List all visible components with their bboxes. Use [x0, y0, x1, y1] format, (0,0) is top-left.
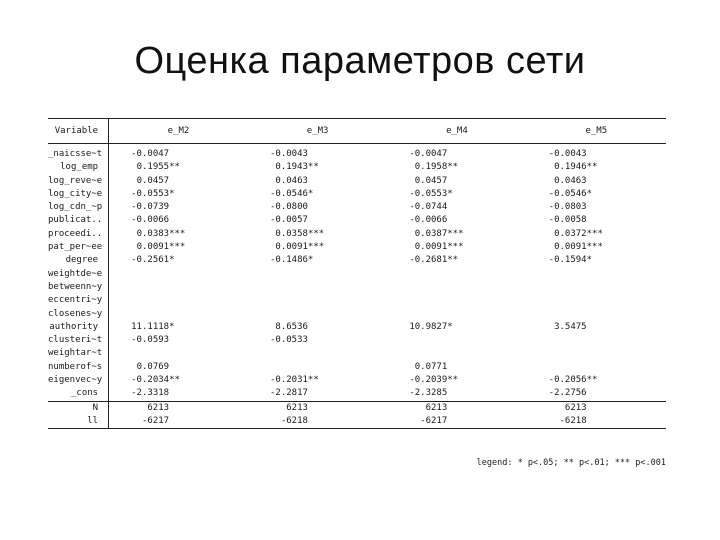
coefficient-cell [109, 268, 248, 281]
coefficient-cell [248, 387, 387, 401]
variable-name: _naicsse~t [48, 144, 109, 162]
table-row [48, 214, 666, 227]
coefficient-cell [527, 175, 666, 188]
coefficient-value: -2.3285 [409, 388, 448, 399]
coefficient-cell [527, 254, 666, 267]
significance-legend: legend: * p<.05; ** p<.01; *** p<.001 [476, 458, 666, 468]
coefficient-cell [527, 334, 666, 347]
significance-stars: ** [447, 162, 459, 173]
stat-value: -6217 [141, 415, 170, 426]
coefficient-cell [527, 308, 666, 321]
significance-stars: ** [586, 162, 598, 173]
coefficient-cell [248, 334, 387, 347]
variable-header: Variable [48, 119, 109, 144]
coefficient-cell [387, 228, 526, 241]
variable-name: authority [48, 321, 109, 334]
coefficient-value: -0.0047 [409, 149, 448, 159]
variable-name: betweenn~y [48, 281, 109, 294]
coefficient-cell [109, 175, 248, 188]
coefficient-cell [527, 241, 666, 254]
coefficient-value: -0.0066 [409, 215, 448, 226]
significance-stars: * [307, 188, 314, 199]
stat-name: ll [48, 415, 109, 429]
coefficient-value: 0.0091 [414, 242, 448, 253]
coefficient-cell [387, 374, 526, 387]
variable-name: weightde~e [48, 268, 109, 281]
coefficient-cell [387, 175, 526, 188]
coefficient-value: 0.0463 [275, 175, 308, 186]
coefficient-value: -0.0593 [131, 335, 170, 346]
coefficient-cell [527, 214, 666, 227]
significance-stars: *** [447, 242, 464, 253]
coefficient-value: 0.0457 [414, 175, 448, 186]
variable-name: eccentri~y [48, 294, 109, 307]
table-row [48, 228, 666, 241]
regression-table [48, 118, 666, 429]
significance-stars: ** [307, 162, 319, 173]
header-row [48, 119, 666, 144]
coefficient-value: 0.0091 [275, 242, 308, 253]
table-row [48, 175, 666, 188]
coefficient-value: -0.0066 [131, 215, 170, 226]
coefficient-cell [109, 161, 248, 174]
coefficient-cell [248, 241, 387, 254]
coefficient-cell [248, 214, 387, 227]
coefficient-cell [248, 321, 387, 334]
variable-name: closenes~y [48, 308, 109, 321]
table-row [48, 308, 666, 321]
coefficient-cell [109, 188, 248, 201]
coefficient-cell [527, 144, 666, 162]
stat-cell [109, 415, 248, 429]
model-header: e_M4 [446, 126, 468, 136]
significance-stars: ** [169, 375, 180, 386]
stat-value: 6213 [564, 402, 587, 413]
significance-stars: ** [586, 375, 598, 386]
coefficient-cell [248, 294, 387, 307]
coefficient-value: -0.0546 [269, 188, 308, 199]
coefficient-cell [527, 188, 666, 201]
coefficient-cell [527, 201, 666, 214]
variable-name: pat_per~ee [48, 241, 109, 254]
coefficient-cell [248, 144, 387, 162]
coefficient-value: 0.1958 [414, 162, 448, 173]
coefficient-cell [527, 281, 666, 294]
coefficient-value: 0.0769 [136, 361, 170, 372]
coefficient-cell [387, 294, 526, 307]
coefficient-value: -0.2056 [548, 375, 587, 386]
significance-stars: * [169, 321, 175, 332]
table-row [48, 387, 666, 401]
coefficient-value: -0.2681 [409, 255, 448, 266]
coefficient-value: -0.2561 [131, 255, 170, 266]
stat-cell [248, 415, 387, 429]
coefficient-cell [109, 214, 248, 227]
slide-title: Оценка параметров сети [134, 40, 586, 82]
stat-value: 6213 [147, 402, 170, 413]
coefficient-value: 0.0091 [554, 242, 587, 253]
coefficient-cell [248, 361, 387, 374]
coefficient-cell [387, 361, 526, 374]
coefficient-value: -0.1594 [548, 255, 587, 266]
coefficient-value: 10.9827 [409, 321, 448, 332]
significance-stars: *** [586, 228, 603, 239]
coefficient-cell [109, 281, 248, 294]
variable-name: eigenvec~y [48, 374, 109, 387]
significance-stars: *** [169, 242, 186, 253]
coefficient-value: -0.0553 [131, 188, 170, 199]
model-header: e_M5 [585, 126, 608, 136]
coefficient-cell [248, 188, 387, 201]
stat-value: -6218 [559, 415, 587, 426]
table-row [48, 254, 666, 267]
coefficient-cell [248, 308, 387, 321]
coefficient-value: -0.0803 [548, 202, 587, 213]
coefficient-value: 0.0771 [414, 361, 448, 372]
results-table [48, 118, 666, 429]
table-row [48, 188, 666, 201]
coefficient-cell [527, 361, 666, 374]
coefficient-value: 3.5475 [554, 321, 587, 332]
table-row [48, 347, 666, 360]
stats-row [48, 415, 666, 429]
coefficient-value: -0.0800 [269, 202, 308, 213]
coefficient-value: -0.0047 [131, 149, 170, 159]
table-row [48, 144, 666, 162]
coefficient-value: -0.2034 [131, 375, 170, 386]
significance-stars: ** [447, 255, 459, 266]
significance-stars: * [169, 255, 175, 266]
coefficients-body [48, 144, 666, 402]
table-row [48, 201, 666, 214]
table-row [48, 268, 666, 281]
coefficient-value: 8.6536 [275, 321, 308, 332]
table-row [48, 361, 666, 374]
variable-name: clusteri~t [48, 334, 109, 347]
coefficient-cell [248, 374, 387, 387]
coefficient-cell [527, 374, 666, 387]
coefficient-cell [109, 308, 248, 321]
coefficient-cell [109, 144, 248, 162]
coefficient-cell [527, 161, 666, 174]
coefficient-cell [248, 347, 387, 360]
coefficient-cell [527, 228, 666, 241]
significance-stars: * [169, 188, 175, 199]
table-row [48, 321, 666, 334]
stat-cell [248, 401, 387, 415]
significance-stars: *** [169, 228, 186, 239]
table-row [48, 334, 666, 347]
coefficient-value: 0.1943 [275, 162, 308, 173]
stat-cell [387, 401, 526, 415]
stat-cell [387, 415, 526, 429]
significance-stars: ** [447, 375, 459, 386]
coefficient-cell [248, 268, 387, 281]
stats-body [48, 401, 666, 429]
coefficient-value: -0.0533 [269, 335, 308, 346]
table-row [48, 294, 666, 307]
coefficient-value: -0.0043 [269, 149, 308, 159]
stats-row [48, 401, 666, 415]
variable-name: publicat.. [48, 214, 109, 227]
stat-name: N [48, 401, 109, 415]
significance-stars: ** [169, 162, 180, 173]
coefficient-value: -2.2817 [269, 388, 308, 399]
coefficient-value: -0.0546 [548, 188, 587, 199]
coefficient-cell [109, 294, 248, 307]
coefficient-value: 0.0091 [136, 242, 170, 253]
significance-stars: * [447, 188, 453, 199]
coefficient-value: -0.2031 [269, 375, 308, 386]
coefficient-value: 0.1955 [136, 162, 170, 173]
coefficient-cell [109, 321, 248, 334]
significance-stars: * [586, 255, 593, 266]
coefficient-value: 0.0383 [136, 228, 170, 239]
significance-stars: *** [586, 242, 603, 253]
variable-name: log_city~e [48, 188, 109, 201]
coefficient-cell [248, 254, 387, 267]
coefficient-cell [387, 334, 526, 347]
stat-cell [527, 415, 666, 429]
coefficient-value: -0.0057 [269, 215, 308, 226]
coefficient-value: 0.0457 [136, 175, 170, 186]
variable-name: weightar~t [48, 347, 109, 360]
stat-value: 6213 [425, 402, 448, 413]
coefficient-cell [527, 387, 666, 401]
coefficient-cell [387, 188, 526, 201]
variable-name: proceedi.. [48, 228, 109, 241]
significance-stars: *** [447, 228, 464, 239]
coefficient-cell [109, 374, 248, 387]
model-header: e_M3 [306, 126, 329, 136]
coefficient-value: -2.3318 [131, 388, 170, 399]
variable-name: log_cdn_~p [48, 201, 109, 214]
coefficient-cell [248, 281, 387, 294]
coefficient-cell [387, 214, 526, 227]
coefficient-cell [387, 347, 526, 360]
variable-name: degree [48, 254, 109, 267]
table-row [48, 241, 666, 254]
variable-name: log_reve~e [48, 175, 109, 188]
coefficient-cell [527, 321, 666, 334]
coefficient-value: -0.0043 [548, 149, 587, 159]
coefficient-cell [109, 361, 248, 374]
coefficient-value: 0.0358 [275, 228, 308, 239]
stat-value: -6218 [280, 415, 308, 426]
coefficient-cell [387, 241, 526, 254]
significance-stars: *** [307, 242, 325, 253]
coefficient-cell [248, 161, 387, 174]
coefficient-value: -0.0739 [131, 202, 170, 213]
table-row [48, 281, 666, 294]
coefficient-cell [109, 254, 248, 267]
coefficient-value: -0.1486 [269, 255, 308, 266]
coefficient-cell [527, 294, 666, 307]
coefficient-cell [387, 254, 526, 267]
stat-value: 6213 [286, 402, 308, 413]
coefficient-cell [248, 201, 387, 214]
significance-stars: ** [307, 375, 319, 386]
coefficient-cell [527, 347, 666, 360]
coefficient-value: -0.0058 [548, 215, 587, 226]
coefficient-cell [387, 308, 526, 321]
model-header: e_M2 [167, 126, 190, 136]
coefficient-cell [109, 334, 248, 347]
significance-stars: *** [307, 228, 325, 239]
variable-name: _cons [48, 387, 109, 401]
variable-name: log_emp [48, 161, 109, 174]
coefficient-value: -0.2039 [409, 375, 448, 386]
coefficient-cell [387, 281, 526, 294]
coefficient-value: -0.0744 [409, 202, 448, 213]
coefficient-value: 0.1946 [554, 162, 587, 173]
coefficient-cell [387, 268, 526, 281]
coefficient-value: -2.2756 [548, 388, 587, 399]
coefficient-cell [248, 175, 387, 188]
coefficient-value: -0.0553 [409, 188, 448, 199]
coefficient-value: 0.0372 [554, 228, 587, 239]
table-row [48, 161, 666, 174]
coefficient-value: 0.0463 [554, 175, 587, 186]
stat-cell [109, 401, 248, 415]
significance-stars: * [586, 188, 593, 199]
stat-cell [527, 401, 666, 415]
coefficient-cell [527, 268, 666, 281]
coefficient-cell [109, 228, 248, 241]
coefficient-value: 0.0387 [414, 228, 448, 239]
coefficient-cell [248, 228, 387, 241]
coefficient-cell [387, 321, 526, 334]
variable-name: numberof~s [48, 361, 109, 374]
significance-stars: * [307, 255, 314, 266]
coefficient-cell [109, 347, 248, 360]
coefficient-cell [109, 387, 248, 401]
coefficient-cell [387, 161, 526, 174]
coefficient-cell [387, 201, 526, 214]
coefficient-value: 11.1118 [131, 321, 170, 332]
coefficient-cell [109, 201, 248, 214]
coefficient-cell [387, 144, 526, 162]
stat-value: -6217 [420, 415, 448, 426]
significance-stars: * [447, 321, 453, 332]
coefficient-cell [109, 241, 248, 254]
coefficient-cell [387, 387, 526, 401]
table-row [48, 374, 666, 387]
